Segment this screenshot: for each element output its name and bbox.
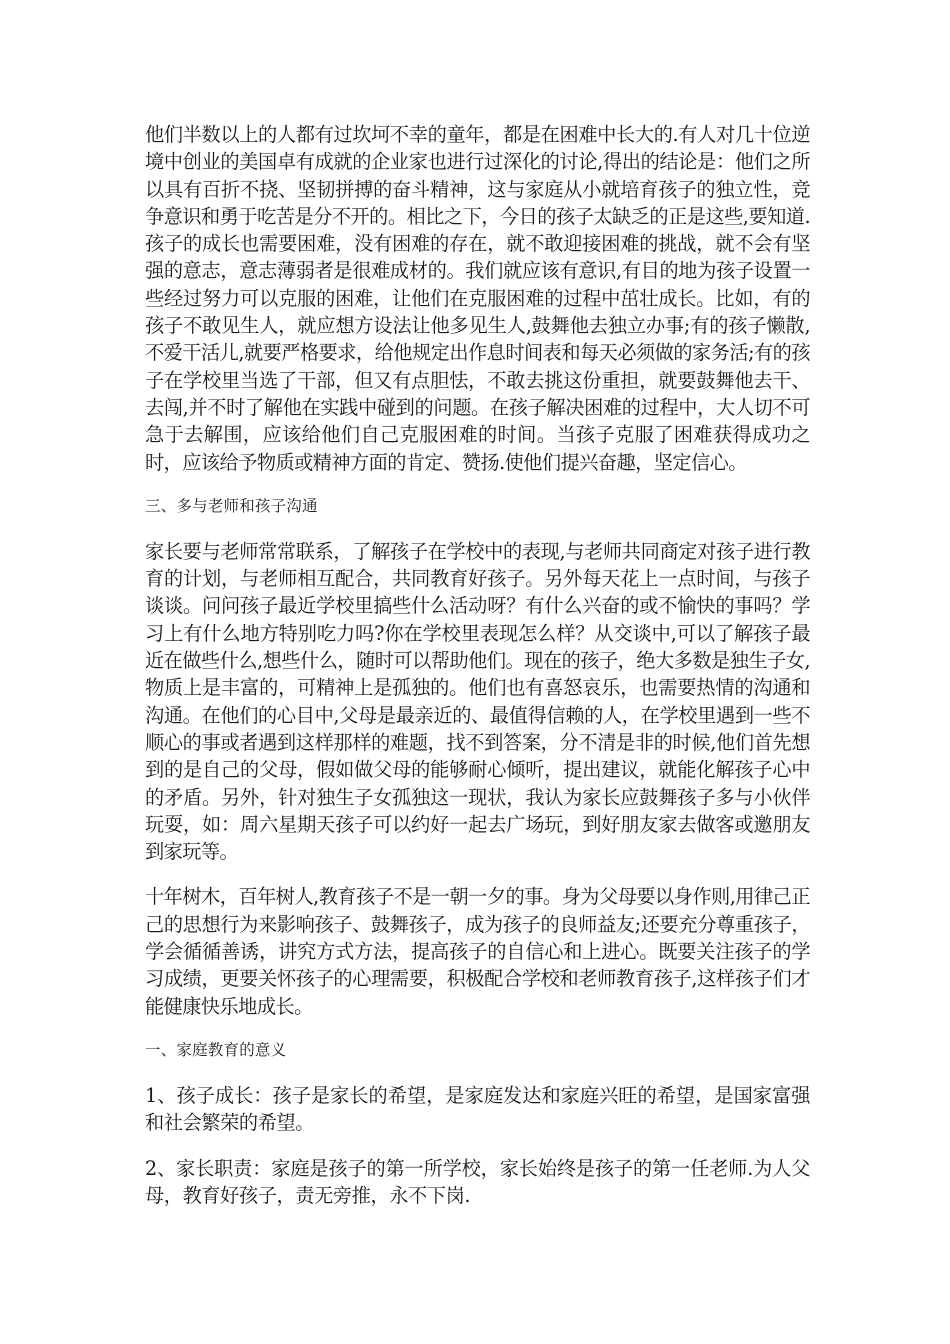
list-item-child-growth: 1、孩子成长：孩子是家长的希望，是家庭发达和家庭兴旺的希望，是国家富强和社会繁荣的希望。 (145, 1083, 810, 1135)
document-page (145, 121, 810, 1227)
section-heading-significance: 一、家庭教育的意义 (145, 1040, 287, 1059)
section-heading-communication: 三、多与老师和孩子沟通 (145, 496, 318, 515)
list-item-parent-duty: 2、家长职责：家庭是孩子的第一所学校，家长始终是孩子的第一任老师.为人父母，教育好孩子，责无旁推，永不下岗. (145, 1156, 810, 1207)
paragraph-hardship-growth: 他们半数以上的人都有过坎坷不幸的童年，都是在困难中长大的.有人对几十位逆境中创业的美国卓有成就的企业家也进行过深化的讨论,得出的结论是：他们之所以具有百折不挠、坚韧拼搏的奋斗精神，这与家庭从小就培育孩子的独立性，竞争意识和勇于吃苦是分不开的。相比之下，今日的孩子太缺乏的正是这些,要知道.孩子的成长也需要困难，没有困难的存在，就不敢迎接困难的挑战，就不会有坚强的意志，意志薄弱者是很难成材的。我们就应该有意识,有目的地为孩子设置一些经过努力可以克服的困难，让他们在克服困难的过程中茁壮成长。比如，有的孩子不敢见生人，就应想方设法让他多见生人,鼓舞他去独立办事;有的孩子懒散,不爱干活儿,就要严格要求，给他规定出作息时间表和每天必须做的家务活;有的孩子在学校里当选了干部，但又有点胆怯，不敢去挑这份重担，就要鼓舞他去干、去闯,并不时了解他在实践中碰到的问题。在孩子解决困难的过程中，大人切不可急于去解围，应该给他们自己克服困难的时间。当孩子克服了困难获得成功之时，应该给予物质或精神方面的肯定、赞扬.使他们提兴奋趣，坚定信心。 (145, 123, 810, 474)
paragraph-role-model: 十年树木，百年树人,教育孩子不是一朝一夕的事。身为父母要以身作则,用律己正己的思想行为来影响孩子、鼓舞孩子，成为孩子的良师益友;还要充分尊重孩子，学会循循善诱，讲究方式方法，提高孩子的自信心和上进心。既要关注孩子的学习成绩，更要关怀孩子的心理需要，积极配合学校和老师教育孩子,这样孩子们才能健康快乐地成长。 (145, 885, 810, 1018)
paragraph-parent-teacher-communication: 家长要与老师常常联系，了解孩子在学校中的表现,与老师共同商定对孩子进行教育的计划，与老师相互配合，共同教育好孩子。另外每天花上一点时间，与孩子谈谈。问问孩子最近学校里搞些什么活动呀？有什么兴奋的或不愉快的事吗？学习上有什么地方特别吃力吗?你在学校里表现怎么样？从交谈中,可以了解孩子最近在做些什么,想些什么，随时可以帮助他们。现在的孩子，绝大多数是独生子女,物质上是丰富的，可精神上是孤独的。他们也有喜怒哀乐，也需要热情的沟通和沟通。在他们的心目中,父母是最亲近的、最值得信赖的人，在学校里遇到一些不顺心的事或者遇到这样那样的难题，找不到答案，分不清是非的时候,他们首先想到的是自己的父母，假如做父母的能够耐心倾听，提出建议，就能化解孩子心中的矛盾。另外，针对独生子女孤独这一现状，我认为家长应鼓舞孩子多与小伙伴玩耍，如：周六星期天孩子可以约好一起去广场玩，到好朋友家去做客或邀朋友到家玩等。 (145, 539, 810, 864)
